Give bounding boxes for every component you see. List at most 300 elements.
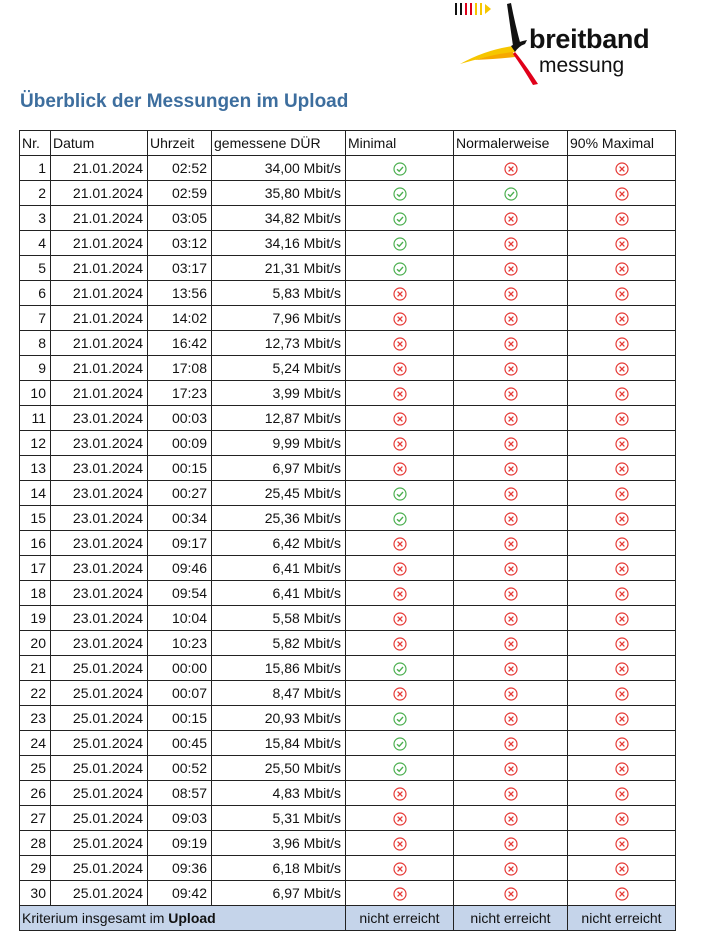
cell-nr: 18: [20, 581, 51, 606]
cross-icon: [504, 537, 518, 551]
cell-datum: 23.01.2024: [51, 456, 148, 481]
cell-maximal: [568, 856, 676, 881]
cell-normal: [454, 181, 568, 206]
cell-minimal: [346, 156, 454, 181]
cross-icon: [615, 462, 629, 476]
cell-uhrzeit: 00:00: [148, 656, 212, 681]
cross-icon: [504, 437, 518, 451]
cell-speed: 6,41 Mbit/s: [212, 556, 346, 581]
cross-icon: [504, 837, 518, 851]
cell-uhrzeit: 09:36: [148, 856, 212, 881]
cross-icon: [615, 662, 629, 676]
cell-datum: 21.01.2024: [51, 356, 148, 381]
cell-maximal: [568, 506, 676, 531]
cell-normal: [454, 306, 568, 331]
cross-icon: [504, 362, 518, 376]
cell-minimal: [346, 881, 454, 906]
cell-uhrzeit: 08:57: [148, 781, 212, 806]
cell-minimal: [346, 481, 454, 506]
table-row: [20, 831, 676, 856]
cross-icon: [393, 587, 407, 601]
cell-nr: 6: [20, 281, 51, 306]
table-row: [20, 506, 676, 531]
cell-maximal: [568, 181, 676, 206]
cell-maximal: [568, 631, 676, 656]
cell-maximal: [568, 706, 676, 731]
table-row: [20, 681, 676, 706]
cell-normal: [454, 756, 568, 781]
cell-datum: 23.01.2024: [51, 631, 148, 656]
cell-maximal: [568, 356, 676, 381]
cell-datum: 23.01.2024: [51, 581, 148, 606]
cross-icon: [615, 737, 629, 751]
header-normal: Normalerweise: [454, 131, 568, 156]
cell-uhrzeit: 00:03: [148, 406, 212, 431]
cell-speed: 6,18 Mbit/s: [212, 856, 346, 881]
cell-minimal: [346, 731, 454, 756]
cell-nr: 30: [20, 881, 51, 906]
cell-uhrzeit: 00:34: [148, 506, 212, 531]
cell-datum: 23.01.2024: [51, 531, 148, 556]
page-title: Überblick der Messungen im Upload: [20, 91, 349, 112]
cell-normal: [454, 481, 568, 506]
cell-nr: 26: [20, 781, 51, 806]
check-icon: [393, 712, 407, 726]
table-row: [20, 756, 676, 781]
cross-icon: [504, 337, 518, 351]
cell-datum: 25.01.2024: [51, 756, 148, 781]
cell-nr: 7: [20, 306, 51, 331]
cross-icon: [504, 162, 518, 176]
cell-minimal: [346, 431, 454, 456]
check-icon: [393, 212, 407, 226]
cell-uhrzeit: 00:52: [148, 756, 212, 781]
table-row: [20, 356, 676, 381]
cell-maximal: [568, 281, 676, 306]
cross-icon: [393, 812, 407, 826]
cell-maximal: [568, 656, 676, 681]
cross-icon: [504, 887, 518, 901]
cell-datum: 21.01.2024: [51, 231, 148, 256]
cell-datum: 23.01.2024: [51, 406, 148, 431]
cell-datum: 23.01.2024: [51, 606, 148, 631]
cell-nr: 23: [20, 706, 51, 731]
table-row: [20, 181, 676, 206]
table-row: [20, 731, 676, 756]
cell-uhrzeit: 00:15: [148, 456, 212, 481]
cell-datum: 23.01.2024: [51, 431, 148, 456]
cell-speed: 6,97 Mbit/s: [212, 881, 346, 906]
table-row: [20, 781, 676, 806]
cell-minimal: [346, 606, 454, 631]
cell-maximal: [568, 806, 676, 831]
cross-icon: [393, 337, 407, 351]
cell-datum: 25.01.2024: [51, 806, 148, 831]
logo-text-messung: messung: [539, 54, 625, 77]
cross-icon: [615, 537, 629, 551]
cell-uhrzeit: 14:02: [148, 306, 212, 331]
cell-normal: [454, 431, 568, 456]
table-row: [20, 431, 676, 456]
cell-minimal: [346, 631, 454, 656]
cross-icon: [615, 362, 629, 376]
cell-normal: [454, 781, 568, 806]
table-row: [20, 406, 676, 431]
cell-speed: 5,83 Mbit/s: [212, 281, 346, 306]
cell-datum: 23.01.2024: [51, 481, 148, 506]
cell-normal: [454, 506, 568, 531]
footer-label: [20, 906, 346, 931]
header-datum: Datum: [51, 131, 148, 156]
cross-icon: [504, 387, 518, 401]
cell-normal: [454, 706, 568, 731]
cross-icon: [615, 787, 629, 801]
cross-icon: [504, 262, 518, 276]
cross-icon: [504, 712, 518, 726]
cell-normal: [454, 681, 568, 706]
header-minimal: Minimal: [346, 131, 454, 156]
cell-minimal: [346, 281, 454, 306]
check-icon: [393, 162, 407, 176]
cross-icon: [393, 887, 407, 901]
cell-minimal: [346, 831, 454, 856]
cell-speed: 35,80 Mbit/s: [212, 181, 346, 206]
table-row: [20, 156, 676, 181]
cell-nr: 9: [20, 356, 51, 381]
cross-icon: [393, 837, 407, 851]
cell-datum: 21.01.2024: [51, 381, 148, 406]
cell-speed: 9,99 Mbit/s: [212, 431, 346, 456]
cross-icon: [504, 487, 518, 501]
cell-speed: 15,86 Mbit/s: [212, 656, 346, 681]
cell-maximal: [568, 581, 676, 606]
cross-icon: [504, 862, 518, 876]
cell-nr: 13: [20, 456, 51, 481]
cell-speed: 20,93 Mbit/s: [212, 706, 346, 731]
cell-minimal: [346, 356, 454, 381]
cell-uhrzeit: 00:45: [148, 731, 212, 756]
table-row: [20, 556, 676, 581]
cross-icon: [504, 312, 518, 326]
cross-icon: [393, 437, 407, 451]
cell-minimal: [346, 506, 454, 531]
cross-icon: [615, 687, 629, 701]
header-nr: Nr.: [20, 131, 51, 156]
cell-maximal: [568, 231, 676, 256]
table-row: [20, 331, 676, 356]
cross-icon: [615, 262, 629, 276]
cross-icon: [615, 562, 629, 576]
cell-nr: 21: [20, 656, 51, 681]
cell-datum: 25.01.2024: [51, 656, 148, 681]
cross-icon: [615, 587, 629, 601]
check-icon: [393, 662, 407, 676]
cell-maximal: [568, 781, 676, 806]
cell-nr: 16: [20, 531, 51, 556]
cross-icon: [615, 312, 629, 326]
cell-maximal: [568, 306, 676, 331]
cross-icon: [615, 887, 629, 901]
cell-speed: 4,83 Mbit/s: [212, 781, 346, 806]
cell-datum: 25.01.2024: [51, 681, 148, 706]
table-row: [20, 531, 676, 556]
table-row: [20, 656, 676, 681]
cell-normal: [454, 206, 568, 231]
table-row: [20, 631, 676, 656]
cell-normal: [454, 231, 568, 256]
check-icon: [393, 487, 407, 501]
cross-icon: [615, 412, 629, 426]
cell-maximal: [568, 381, 676, 406]
cell-normal: [454, 556, 568, 581]
table-row: [20, 456, 676, 481]
cell-nr: 5: [20, 256, 51, 281]
cross-icon: [615, 187, 629, 201]
cell-maximal: [568, 456, 676, 481]
cell-nr: 27: [20, 806, 51, 831]
cell-uhrzeit: 09:19: [148, 831, 212, 856]
cell-maximal: [568, 156, 676, 181]
cell-normal: [454, 631, 568, 656]
cross-icon: [615, 637, 629, 651]
cell-minimal: [346, 806, 454, 831]
cell-minimal: [346, 206, 454, 231]
header-uhrzeit: Uhrzeit: [148, 131, 212, 156]
cross-icon: [393, 362, 407, 376]
cross-icon: [504, 212, 518, 226]
cross-icon: [393, 562, 407, 576]
cell-uhrzeit: 02:52: [148, 156, 212, 181]
logo-bars-icon: [455, 2, 495, 16]
cell-uhrzeit: 00:15: [148, 706, 212, 731]
cell-normal: [454, 606, 568, 631]
cell-maximal: [568, 831, 676, 856]
cell-minimal: [346, 231, 454, 256]
cell-datum: 25.01.2024: [51, 781, 148, 806]
cell-maximal: [568, 431, 676, 456]
cell-normal: [454, 856, 568, 881]
cell-speed: 25,50 Mbit/s: [212, 756, 346, 781]
footer-normal: nicht erreicht: [454, 906, 568, 931]
header-maximal: 90% Maximal: [568, 131, 676, 156]
cross-icon: [615, 387, 629, 401]
cell-uhrzeit: 03:12: [148, 231, 212, 256]
check-icon: [393, 737, 407, 751]
table-row: [20, 306, 676, 331]
cell-nr: 11: [20, 406, 51, 431]
cross-icon: [615, 337, 629, 351]
cell-nr: 2: [20, 181, 51, 206]
cross-icon: [615, 712, 629, 726]
cell-speed: 7,96 Mbit/s: [212, 306, 346, 331]
cell-datum: 21.01.2024: [51, 206, 148, 231]
cross-icon: [504, 812, 518, 826]
header-speed: gemessene DÜR: [212, 131, 346, 156]
cross-icon: [504, 662, 518, 676]
cell-maximal: [568, 756, 676, 781]
check-icon: [393, 237, 407, 251]
cell-minimal: [346, 531, 454, 556]
cell-normal: [454, 331, 568, 356]
cell-speed: 15,84 Mbit/s: [212, 731, 346, 756]
footer-maximal: nicht erreicht: [568, 906, 676, 931]
cell-maximal: [568, 481, 676, 506]
cell-speed: 6,42 Mbit/s: [212, 531, 346, 556]
cell-speed: 12,87 Mbit/s: [212, 406, 346, 431]
cell-minimal: [346, 781, 454, 806]
check-icon: [504, 187, 518, 201]
table-row: [20, 256, 676, 281]
cross-icon: [504, 587, 518, 601]
cell-datum: 21.01.2024: [51, 156, 148, 181]
cell-speed: 25,36 Mbit/s: [212, 506, 346, 531]
cell-minimal: [346, 856, 454, 881]
cell-normal: [454, 656, 568, 681]
cell-datum: 25.01.2024: [51, 881, 148, 906]
cross-icon: [504, 637, 518, 651]
cell-datum: 21.01.2024: [51, 306, 148, 331]
cell-uhrzeit: 00:09: [148, 431, 212, 456]
cross-icon: [504, 612, 518, 626]
cross-icon: [393, 862, 407, 876]
cell-minimal: [346, 706, 454, 731]
cross-icon: [615, 862, 629, 876]
cell-speed: 6,41 Mbit/s: [212, 581, 346, 606]
cell-datum: 25.01.2024: [51, 706, 148, 731]
cell-normal: [454, 806, 568, 831]
cell-datum: 23.01.2024: [51, 506, 148, 531]
breitbandmessung-logo: [455, 2, 670, 87]
cell-uhrzeit: 03:05: [148, 206, 212, 231]
cross-icon: [393, 687, 407, 701]
cell-minimal: [346, 181, 454, 206]
cross-icon: [393, 312, 407, 326]
cell-speed: 5,82 Mbit/s: [212, 631, 346, 656]
cell-uhrzeit: 09:46: [148, 556, 212, 581]
cell-speed: 25,45 Mbit/s: [212, 481, 346, 506]
cell-nr: 22: [20, 681, 51, 706]
cell-speed: 34,82 Mbit/s: [212, 206, 346, 231]
table-row: [20, 881, 676, 906]
cell-datum: 21.01.2024: [51, 281, 148, 306]
cell-normal: [454, 406, 568, 431]
cell-maximal: [568, 731, 676, 756]
cross-icon: [504, 687, 518, 701]
cell-normal: [454, 281, 568, 306]
cell-maximal: [568, 256, 676, 281]
cell-maximal: [568, 681, 676, 706]
cell-speed: 21,31 Mbit/s: [212, 256, 346, 281]
cross-icon: [615, 512, 629, 526]
cell-nr: 8: [20, 331, 51, 356]
cell-uhrzeit: 16:42: [148, 331, 212, 356]
cell-maximal: [568, 556, 676, 581]
cell-maximal: [568, 531, 676, 556]
cell-minimal: [346, 681, 454, 706]
cross-icon: [504, 462, 518, 476]
cross-icon: [393, 537, 407, 551]
table-row: [20, 581, 676, 606]
cross-icon: [615, 487, 629, 501]
cell-uhrzeit: 00:07: [148, 681, 212, 706]
cell-nr: 10: [20, 381, 51, 406]
cell-minimal: [346, 656, 454, 681]
cross-icon: [615, 437, 629, 451]
measurements-table: [19, 130, 676, 931]
cross-icon: [393, 637, 407, 651]
check-icon: [393, 762, 407, 776]
cell-minimal: [346, 456, 454, 481]
cell-uhrzeit: 00:27: [148, 481, 212, 506]
cell-normal: [454, 881, 568, 906]
table-row: [20, 281, 676, 306]
cell-nr: 19: [20, 606, 51, 631]
cell-speed: 3,96 Mbit/s: [212, 831, 346, 856]
logo-text-breitband: breitband: [529, 24, 650, 54]
cell-speed: 34,16 Mbit/s: [212, 231, 346, 256]
cross-icon: [615, 812, 629, 826]
cell-uhrzeit: 10:04: [148, 606, 212, 631]
cross-icon: [504, 787, 518, 801]
cross-icon: [615, 612, 629, 626]
cell-nr: 20: [20, 631, 51, 656]
cross-icon: [393, 412, 407, 426]
cell-minimal: [346, 381, 454, 406]
cell-nr: 17: [20, 556, 51, 581]
cell-uhrzeit: 03:17: [148, 256, 212, 281]
cell-maximal: [568, 331, 676, 356]
check-icon: [393, 187, 407, 201]
table-footer-row: [20, 906, 676, 931]
cross-icon: [504, 512, 518, 526]
cell-speed: 3,99 Mbit/s: [212, 381, 346, 406]
cell-normal: [454, 831, 568, 856]
cross-icon: [615, 837, 629, 851]
cell-nr: 14: [20, 481, 51, 506]
cell-nr: 15: [20, 506, 51, 531]
footer-minimal: nicht erreicht: [346, 906, 454, 931]
cell-datum: 21.01.2024: [51, 256, 148, 281]
cell-minimal: [346, 556, 454, 581]
cross-icon: [504, 737, 518, 751]
cross-icon: [393, 287, 407, 301]
cell-minimal: [346, 331, 454, 356]
check-icon: [393, 512, 407, 526]
cell-speed: 6,97 Mbit/s: [212, 456, 346, 481]
table-row: [20, 381, 676, 406]
cross-icon: [504, 287, 518, 301]
cross-icon: [393, 612, 407, 626]
cell-speed: 8,47 Mbit/s: [212, 681, 346, 706]
table-row: [20, 231, 676, 256]
table-header-row: [20, 131, 676, 156]
table-row: [20, 206, 676, 231]
cross-icon: [615, 162, 629, 176]
cell-datum: 25.01.2024: [51, 831, 148, 856]
footer-label-bold: Upload: [168, 910, 216, 926]
cross-icon: [615, 212, 629, 226]
cell-normal: [454, 356, 568, 381]
cell-uhrzeit: 09:03: [148, 806, 212, 831]
cell-datum: 23.01.2024: [51, 556, 148, 581]
cell-datum: 25.01.2024: [51, 731, 148, 756]
cell-nr: 12: [20, 431, 51, 456]
cell-speed: 12,73 Mbit/s: [212, 331, 346, 356]
table-body: [20, 156, 676, 906]
cell-minimal: [346, 756, 454, 781]
table-row: [20, 706, 676, 731]
cell-nr: 29: [20, 856, 51, 881]
